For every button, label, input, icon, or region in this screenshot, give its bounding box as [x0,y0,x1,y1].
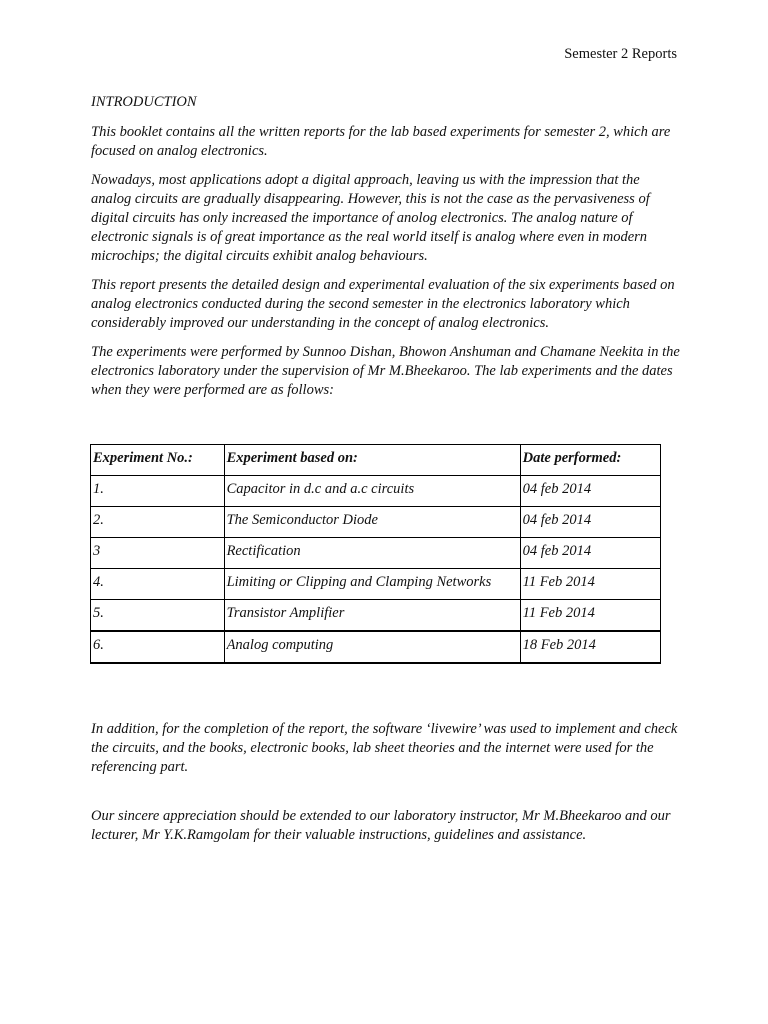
intro-paragraph-3: This report presents the detailed design and experimental evaluation of the six experiments based on analog electronics conducted during the second semester in the electronics laboratory which considerably improved our understanding in the concept of analog electronics. [91,277,675,331]
experiment-date: 04 feb 2014 [520,476,660,507]
header-date-performed: Date performed: [520,445,660,476]
header-experiment-no: Experiment No.: [91,445,225,476]
experiment-number: 5. [91,600,225,632]
acknowledgement-paragraph: Our sincere appreciation should be extended to our laboratory instructor, Mr M.Bheekaroo and our lecturer, Mr Y.K.Ramgolam for their valuable instructions, guidelines and assistance. [91,808,671,843]
table-row [91,631,661,663]
experiment-date: 04 feb 2014 [520,507,660,538]
experiment-topic: Rectification [224,538,520,569]
experiment-date: 04 feb 2014 [520,538,660,569]
table-row [91,507,661,538]
table-row [91,569,661,600]
intro-paragraph-2: Nowadays, most applications adopt a digital approach, leaving us with the impression that the analog circuits are gradually disappearing. However, this is not the case as the pervasiveness of digital circuits has only increased the importance of anolog electronics. The analog nature of electronic signals is of great importance as the real world itself is analog where even in modern microchips; the digital circuits exhibit analog behaviours. [91,172,650,264]
experiment-topic: Capacitor in d.c and a.c circuits [224,476,520,507]
header-experiment-based-on: Experiment based on: [224,445,520,476]
experiment-date: 18 Feb 2014 [520,631,660,663]
experiment-topic: The Semiconductor Diode [224,507,520,538]
experiment-number: 2. [91,507,225,538]
table-row [91,538,661,569]
experiments-table [90,444,661,664]
software-paragraph: In addition, for the completion of the report, the software ‘livewire’ was used to implement and check the circuits, and the books, electronic books, lab sheet theories and the internet were used for the referencing part. [91,721,678,775]
introduction-section [91,93,681,410]
table-header-row [91,445,661,476]
experiment-date: 11 Feb 2014 [520,600,660,632]
experiment-topic: Limiting or Clipping and Clamping Networks [224,569,520,600]
intro-paragraph-1: This booklet contains all the written reports for the lab based experiments for semester 2, which are focused on analog electronics. [91,124,671,159]
table-row [91,600,661,632]
experiment-date: 11 Feb 2014 [520,569,660,600]
experiment-number: 4. [91,569,225,600]
table-row [91,476,661,507]
intro-paragraph-4: The experiments were performed by Sunnoo Dishan, Bhowon Anshuman and Chamane Neekita in the electronics laboratory under the supervision of Mr M.Bheekaroo. The lab experiments and the dates when they were performed are as follows: [91,344,680,398]
experiment-number: 3 [91,538,225,569]
experiment-topic: Transistor Amplifier [224,600,520,632]
section-heading: INTRODUCTION [91,94,197,110]
closing-section [91,720,681,845]
experiment-topic: Analog computing [224,631,520,663]
experiment-number: 6. [91,631,225,663]
experiment-number: 1. [91,476,225,507]
running-header: Semester 2 Reports [564,46,677,62]
